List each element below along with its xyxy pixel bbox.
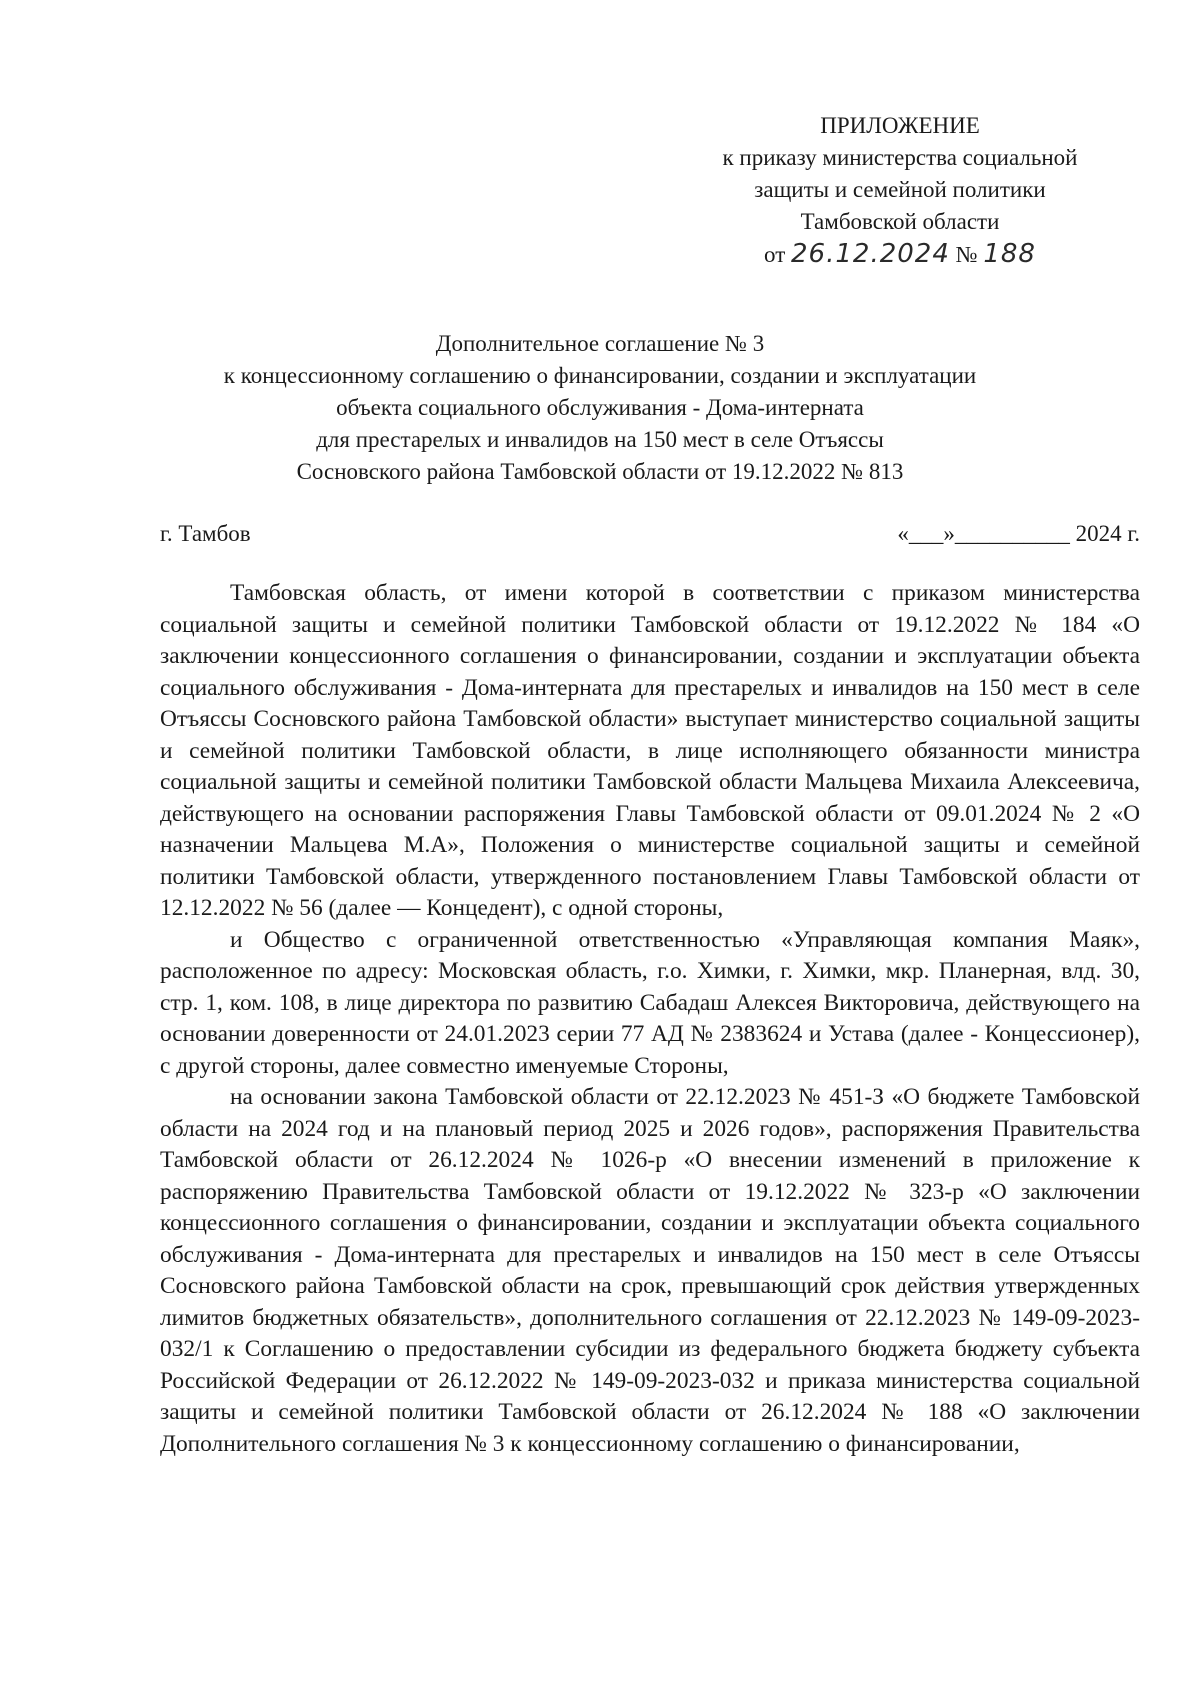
title-line: Сосновского района Тамбовской области от 19.12.2022 № 813 bbox=[296, 459, 904, 484]
paragraph: и Общество с ограниченной ответственностью «Управляющая компания Маяк», расположенное по адресу: Московская область, г.о. Химки, г. Химки, мкр. Планерная, влд. 30, стр. 1, ком. 108, в лице директора по развитию Сабадаш Алексея Викторовича, действующего на основании доверенности от 24.01.2023 серии 77 АД № 2383624 и Устава (далее - Концессионер), с другой стороны, далее совместно именуемые Стороны, bbox=[160, 926, 1140, 1079]
title-line: к концессионному соглашению о финансировании, создании и эксплуатации bbox=[223, 363, 977, 388]
date-prefix: от bbox=[764, 242, 786, 267]
appendix-header bbox=[660, 110, 1140, 271]
paragraph: на основании закона Тамбовской области от 22.12.2023 № 451-З «О бюджете Тамбовской области на 2024 год и на плановый период 2025 и 2026 годов», распоряжения Правительства Тамбовской области от 26.12.2024 № 1026-р «О внесении изменений в приложение к распоряжению Правительства Тамбовской области от 19.12.2022 № 323-р «О заключении концессионного соглашения о финансировании, создании и эксплуатации объекта социального обслуживания - Дома-интерната для престарелых и инвалидов на 150 мест в селе Отъяссы Сосновского района Тамбовской области на срок, превышающий срок действия утвержденных лимитов бюджетных обязательств», дополнительного соглашения от 22.12.2023 № 149-09-2023-032/1 к Соглашению о предоставлении субсидии из федерального бюджета бюджету субъекта Российской Федерации от 26.12.2022 № 149-09-2023-032 и приказа министерства социальной защиты и семейной политики Тамбовской области от 26.12.2024 № 188 «О заключении Дополнительного соглашения № 3 к концессионному соглашению о финансировании, bbox=[160, 1084, 1140, 1457]
paragraph: Тамбовская область, от имени которой в соответствии с приказом министерства социальной защиты и семейной политики Тамбовской области от 19.12.2022 № 184 «О заключении концессионного соглашения о финансировании, создании и эксплуатации объекта социального обслуживания - Дома-интерната для престарелых и инвалидов на 150 мест в селе Отъяссы Сосновского района Тамбовской области» выступает министерство социальной защиты и семейной политики Тамбовской области, в лице исполняющего обязанности министра социальной защиты и семейной политики Тамбовской области Мальцева Михаила Алексеевича, действующего на основании распоряжения Главы Тамбовской области от 09.01.2024 № 2 «О назначении Мальцева М.А», Положения о министерстве социальной защиты и семейной политики Тамбовской области, утвержденного постановлением Главы Тамбовской области от 12.12.2022 № 56 (далее — Концедент), с одной стороны, bbox=[160, 580, 1140, 921]
handwritten-number: 188 bbox=[983, 239, 1036, 269]
number-prefix: № bbox=[955, 242, 978, 267]
appendix-line: защиты и семейной политики bbox=[754, 177, 1046, 202]
appendix-line: к приказу министерства социальной bbox=[722, 145, 1078, 170]
agreement-body bbox=[160, 578, 1140, 1460]
appendix-heading: ПРИЛОЖЕНИЕ bbox=[820, 113, 980, 138]
handwritten-date: 26.12.2024 bbox=[791, 239, 950, 269]
title-line: для престарелых и инвалидов на 150 мест в селе Отъяссы bbox=[316, 427, 884, 452]
title-line: объекта социального обслуживания - Дома-интерната bbox=[336, 395, 864, 420]
agreement-title bbox=[200, 328, 1000, 488]
title-line: Дополнительное соглашение № 3 bbox=[435, 331, 765, 356]
place-date-line bbox=[160, 518, 1140, 550]
appendix-line: Тамбовской области bbox=[800, 209, 1000, 234]
date-blank: «___»__________ 2024 г. bbox=[897, 521, 1140, 546]
appendix-date-line bbox=[660, 238, 1140, 271]
place: г. Тамбов bbox=[160, 521, 251, 546]
